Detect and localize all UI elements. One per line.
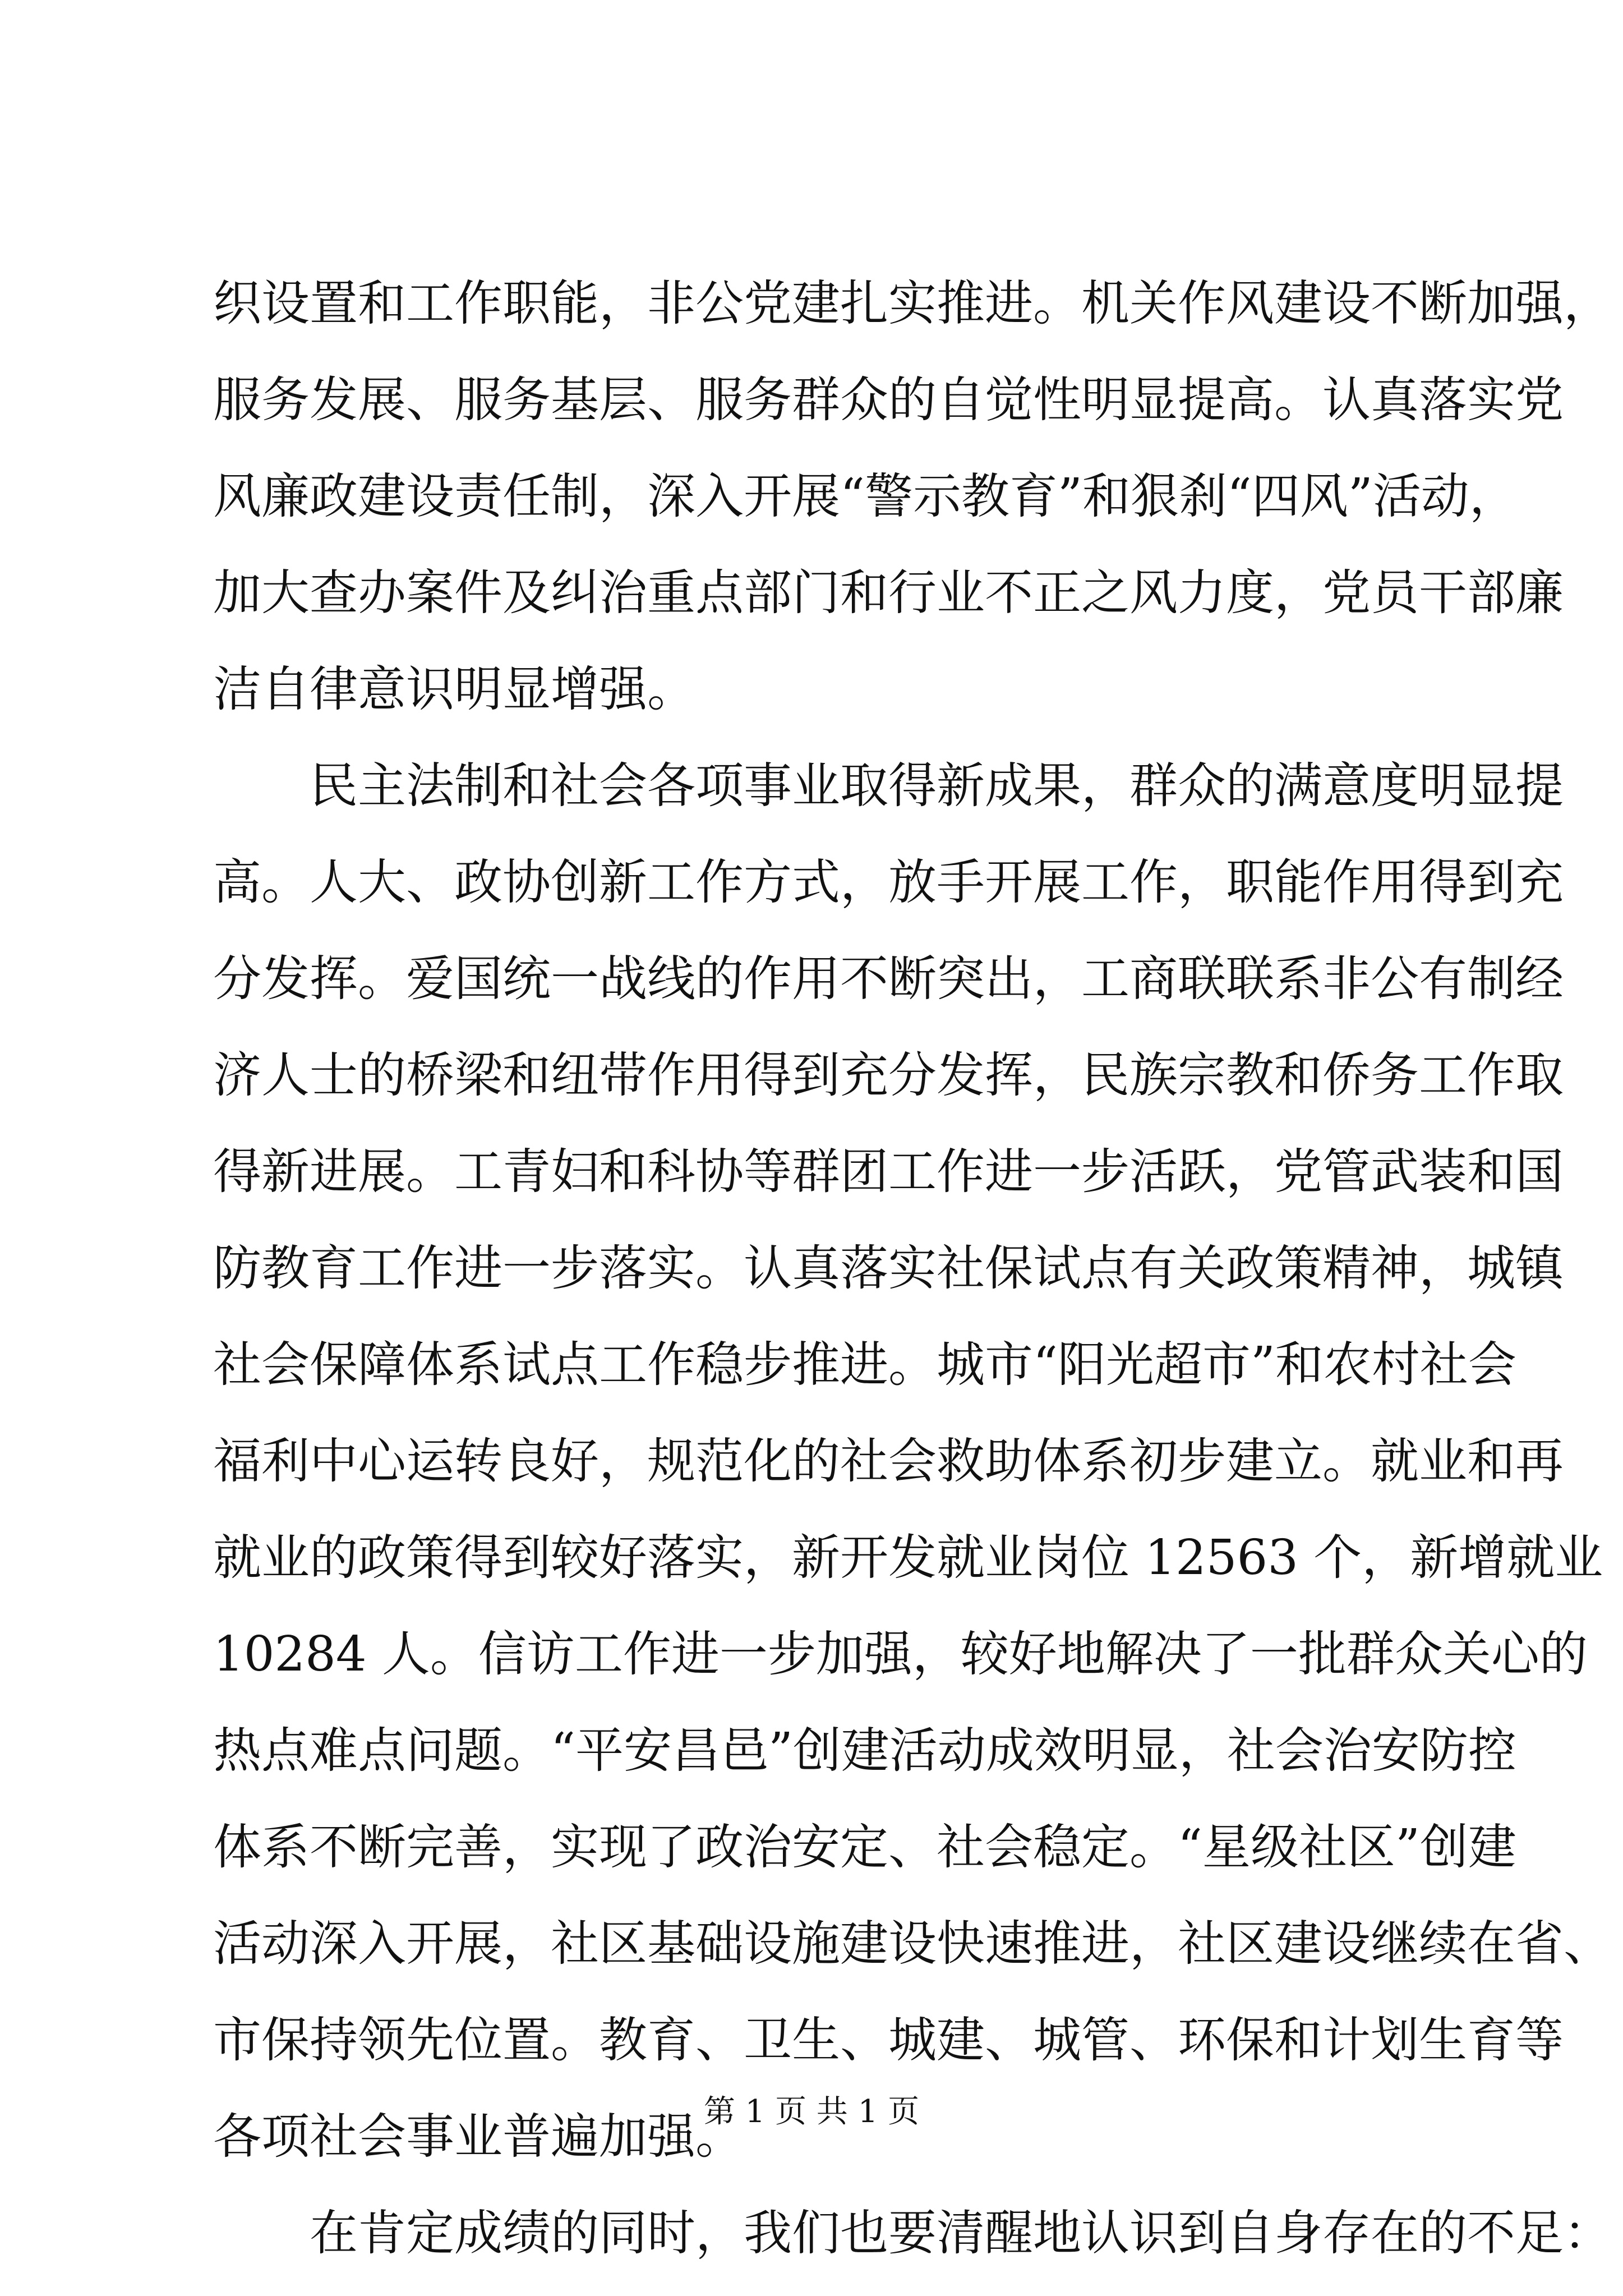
text-line: 得新进展。工青妇和科协等群团工作进一步活跃，党管武装和国: [213, 1144, 1564, 1200]
page-number-footer: 第 1 页 共 1 页: [703, 2093, 920, 2130]
text-line: 社会保障体系试点工作稳步推进。城市“阳光超市”和农村社会: [213, 1337, 1516, 1393]
text-line: 10284 人。信访工作进一步加强，较好地解决了一批群众关心的: [213, 1626, 1588, 1682]
text-line: 就业的政策得到较好落实，新开发就业岗位 12563 个，新增就业: [213, 1530, 1603, 1586]
text-line: 各项社会事业普遍加强。: [213, 2109, 744, 2165]
text-line: 防教育工作进一步落实。认真落实社保试点有关政策精神，城镇: [213, 1240, 1564, 1296]
text-line: 风廉政建设责任制，深入开展“警示教育”和狠刹“四风”活动，: [213, 468, 1518, 524]
paragraph-first-line: 民主法制和社会各项事业取得新成果，群众的满意度明显提: [310, 758, 1564, 814]
text-line: 洁自律意识明显增强。: [213, 661, 695, 717]
text-line: 体系不断完善，实现了政治安定、社会稳定。“星级社区”创建: [213, 1819, 1516, 1875]
document-body: [213, 255, 1612, 2281]
text-line: 分发挥。爱国统一战线的作用不断突出，工商联联系非公有制经: [213, 951, 1564, 1007]
text-line: 服务发展、服务基层、服务群众的自觉性明显提高。认真落实党: [213, 372, 1564, 428]
text-line: 活动深入开展，社区基础设施建设快速推进，社区建设继续在省、: [213, 1916, 1612, 1972]
text-line: 市保持领先位置。教育、卫生、城建、城管、环保和计划生育等: [213, 2012, 1564, 2068]
text-line: 加大查办案件及纠治重点部门和行业不正之风力度，党员干部廉: [213, 565, 1564, 621]
text-line: 济人士的桥梁和纽带作用得到充分发挥，民族宗教和侨务工作取: [213, 1047, 1564, 1103]
text-line: 织设置和工作职能，非公党建扎实推进。机关作风建设不断加强，: [213, 275, 1612, 332]
text-line: 热点难点问题。“平安昌邑”创建活动成效明显，社会治安防控: [213, 1723, 1516, 1779]
text-line: 福利中心运转良好，规范化的社会救助体系初步建立。就业和再: [213, 1433, 1564, 1489]
paragraph-first-line: 在肯定成绩的同时，我们也要清醒地认识到自身存在的不足：: [310, 2205, 1612, 2261]
text-line: 高。人大、政协创新工作方式，放手开展工作，职能作用得到充: [213, 854, 1564, 910]
